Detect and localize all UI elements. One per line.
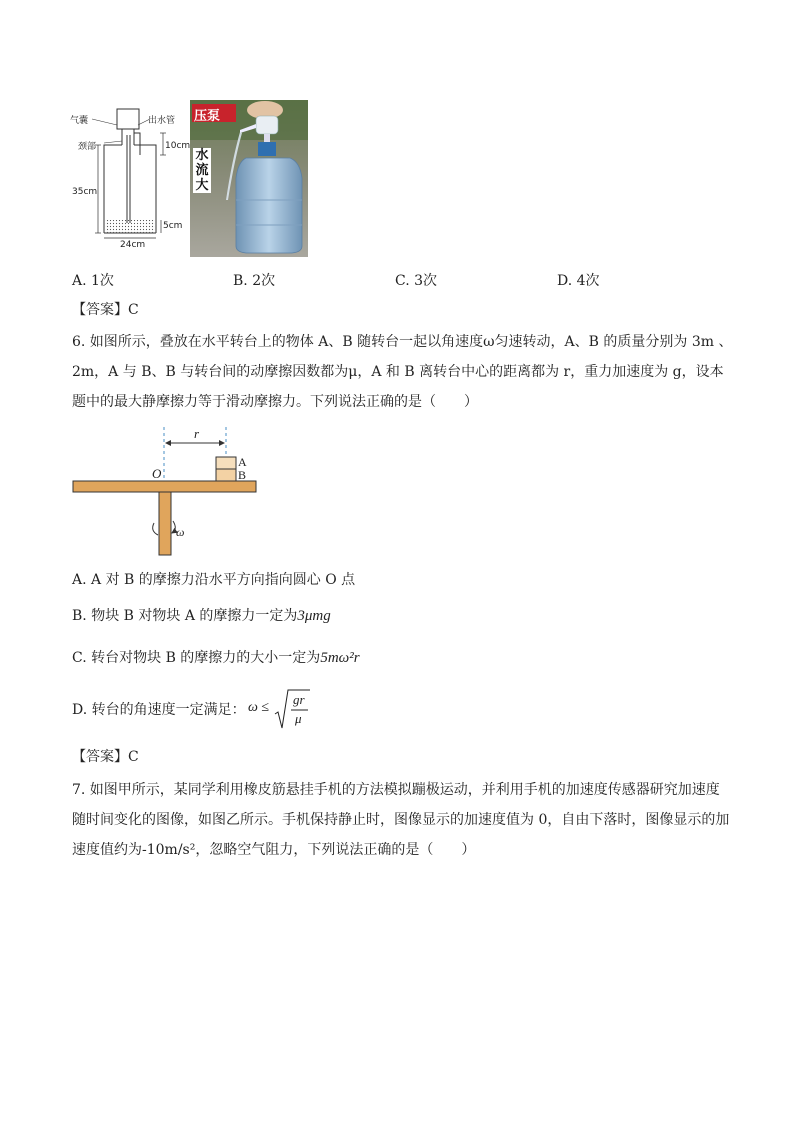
diagram-r-label: r	[194, 426, 200, 441]
diagram-block-a-label: A	[238, 455, 247, 469]
q6-option-d-formula	[248, 688, 318, 732]
photo-side-char-3: 大	[195, 178, 209, 193]
q6-stem-line-2: 2m，A 与 B、B 与转台间的动摩擦因数都为μ，A 和 B 离转台中心的距离都为 r，重力加速度为 g，设本	[72, 364, 724, 380]
label-neck: 颈部	[78, 142, 97, 152]
water-pump-photo	[190, 100, 308, 257]
q7-stem-line-3: 速度值约为-10m/s²，忽略空气阻力，下列说法正确的是（ ）	[72, 842, 476, 858]
q6-option-c-text: C. 转台对物块 B 的摩擦力的大小一定为	[72, 650, 321, 666]
label-outlet: 出水管	[148, 116, 176, 126]
q6-option-d-text: D. 转台的角速度一定满足：	[72, 702, 246, 718]
formula-denominator: μ	[295, 711, 302, 726]
photo-side-char-1: 水	[195, 148, 209, 163]
q5-option-c: C. 3次	[395, 273, 438, 289]
q6-stem-line-1: 6. 如图所示，叠放在水平转台上的物体 A、B 随转台一起以角速度ω匀速转动，A、B 的质量分别为 3m 、	[72, 334, 733, 350]
q6-option-d	[72, 700, 246, 720]
photo-side-char-2: 流	[195, 163, 209, 178]
diagram-o-label: O	[152, 466, 162, 481]
q5-option-a: A. 1次	[72, 273, 114, 289]
q6-option-b	[72, 606, 331, 626]
q6-option-c-math: 5mω²r	[320, 650, 360, 666]
diagram-block-b-label: B	[238, 468, 247, 482]
label-10cm: 10cm	[165, 141, 191, 151]
formula-lhs: ω ≤	[248, 700, 270, 715]
q6-option-b-math: 3μmg	[297, 608, 331, 624]
label-35cm: 35cm	[72, 187, 98, 197]
q5-option-b: B. 2次	[233, 273, 276, 289]
q6-option-c	[72, 648, 360, 668]
label-airbag: 气囊	[70, 116, 89, 126]
photo-brand-text: 压泵	[194, 109, 221, 124]
q5-answer: 【答案】C	[72, 302, 139, 318]
diagram-omega-label: ω	[176, 525, 185, 539]
q6-option-a: A. A 对 B 的摩擦力沿水平方向指向圆心 O 点	[72, 572, 356, 588]
label-24cm: 24cm	[120, 240, 146, 250]
q6-option-b-text: B. 物块 B 对物块 A 的摩擦力一定为	[72, 608, 298, 624]
q6-stem-line-3: 题中的最大静摩擦力等于滑动摩擦力。下列说法正确的是（ ）	[72, 394, 478, 410]
formula-numerator: gr	[293, 692, 305, 707]
label-5cm: 5cm	[163, 221, 183, 231]
q5-option-d: D. 4次	[557, 273, 600, 289]
q7-stem-line-2: 随时间变化的图像，如图乙所示。手机保持静止时，图像显示的加速度值为 0，自由下落时，图像显示的加	[72, 812, 730, 828]
q6-answer: 【答案】C	[72, 749, 139, 765]
q7-stem-line-1: 7. 如图甲所示，某同学利用橡皮筋悬挂手机的方法模拟蹦极运动，并利用手机的加速度传感器研究加速度	[72, 782, 720, 798]
